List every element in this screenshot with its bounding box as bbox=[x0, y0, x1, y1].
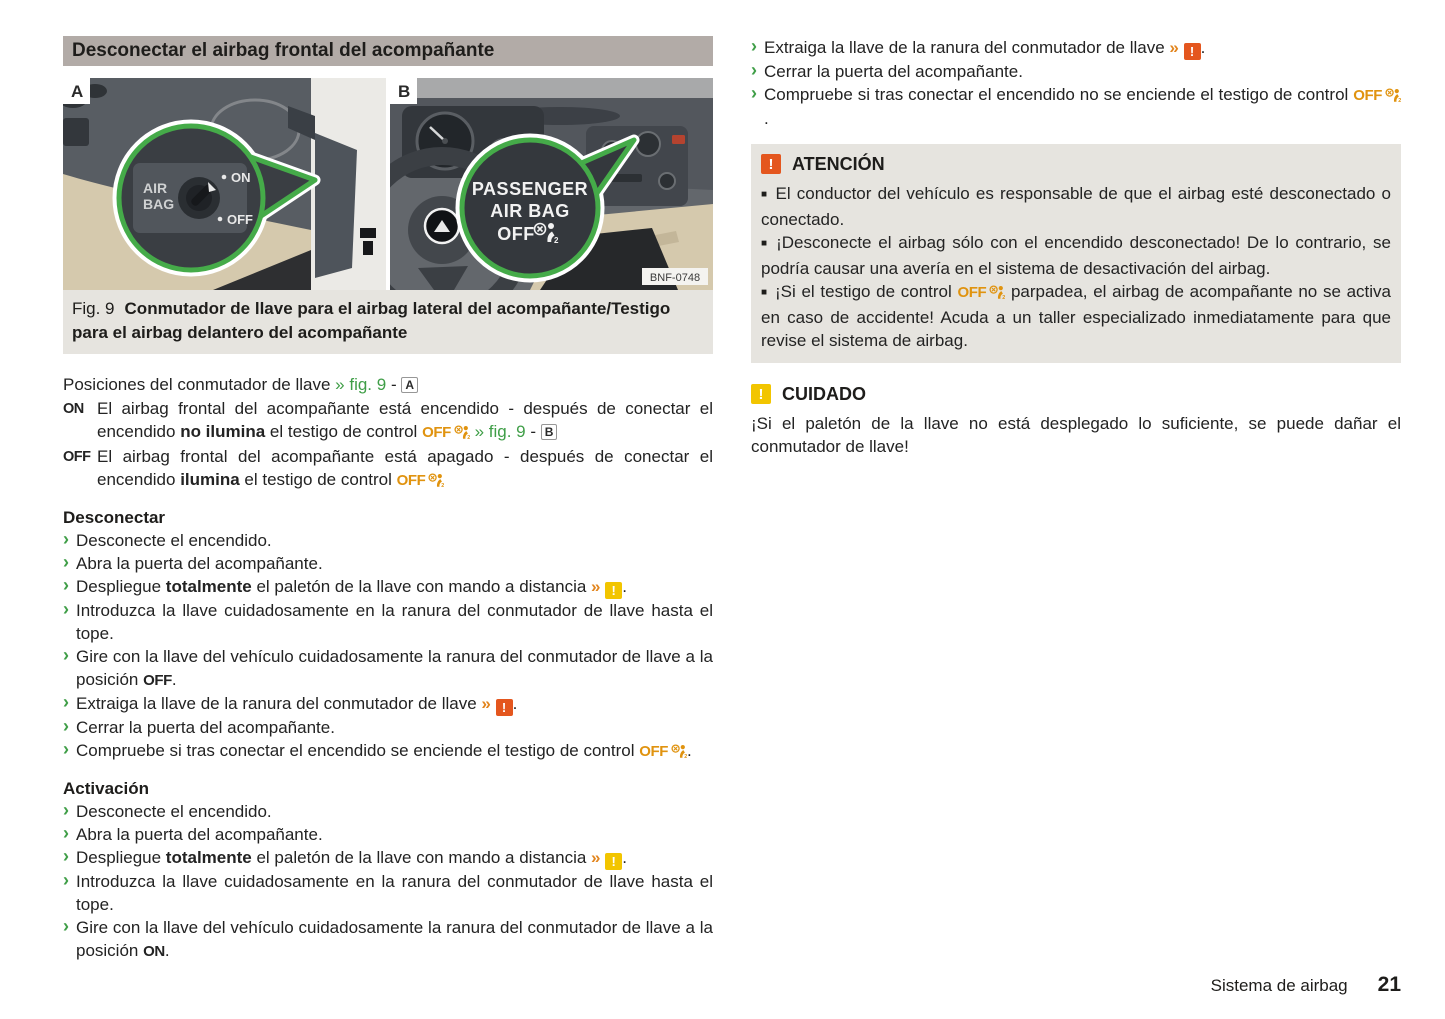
passenger-airbag-off-indicator-icon bbox=[1385, 88, 1401, 102]
photo-code: BNF-0748 bbox=[649, 272, 701, 284]
warning-item: ■ ¡Desconecte el airbag sólo con el encendido desconectado! De lo contrario, se podría causar una avería en el sistema de desactivación del airbag. bbox=[761, 231, 1391, 280]
definition-on-text: El airbag frontal del acompañante está encendido - después de conectar el encendido no ilumina el testigo de control OFF 2 » fig. 9 - B bbox=[97, 399, 713, 441]
svg-text:2: 2 bbox=[554, 236, 559, 245]
instruction-step: › Desconecte el encendido. bbox=[63, 800, 713, 823]
warning-item: ■ ¡Si el testigo de control OFF 2 parpadea, el airbag de acompañante no se activa en caso de accidente! Acuda a un taller especializado inmediatamente para que revise el sistema de airbag. bbox=[761, 280, 1391, 352]
right-column bbox=[751, 36, 1401, 458]
instruction-step: › Gire con la llave del vehículo cuidadosamente la ranura del conmutador de llave a la posición OFF. bbox=[63, 645, 713, 692]
warning-exclamation-icon bbox=[761, 154, 781, 174]
desconectar-title: Desconectar bbox=[63, 508, 166, 527]
switch-airbag-label-line1: AIR bbox=[143, 180, 168, 196]
instruction-step: › Abra la puerta del acompañante. bbox=[63, 823, 713, 846]
passenger-airbag-off-indicator-icon bbox=[671, 744, 687, 758]
cuidado-box bbox=[751, 383, 1401, 458]
instruction-step: › Desconecte el encendido. bbox=[63, 529, 713, 552]
passenger-airbag-off-indicator-icon bbox=[989, 285, 1005, 299]
definition-on bbox=[63, 397, 713, 444]
definition-off-label: OFF bbox=[63, 449, 91, 465]
instruction-step: › Compruebe si tras conectar el encendido no se enciende el testigo de control OFF 2 . bbox=[751, 83, 1401, 130]
figure-number: Fig. 9 bbox=[72, 299, 115, 318]
page-footer bbox=[1211, 973, 1401, 997]
switch-on-label: ON bbox=[231, 170, 251, 185]
definition-on-label: ON bbox=[63, 401, 84, 417]
section-heading-text: Desconectar el airbag frontal del acompañante bbox=[72, 40, 495, 61]
page-number: 21 bbox=[1377, 973, 1401, 996]
left-column bbox=[63, 36, 713, 963]
passenger-airbag-off-indicator-icon bbox=[454, 425, 470, 439]
panel-a-label: A bbox=[71, 82, 84, 101]
svg-text:2: 2 bbox=[441, 482, 445, 487]
instruction-step: › Extraiga la llave de la ranura del conmutador de llave » !. bbox=[751, 36, 1401, 60]
svg-text:2: 2 bbox=[1398, 97, 1401, 102]
instruction-step: › Cerrar la puerta del acompañante. bbox=[63, 716, 713, 739]
atencion-items bbox=[761, 182, 1391, 352]
caution-text: ¡Si el paletón de la llave no está desplegado lo suficiente, se puede dañar el conmutador de llave! bbox=[751, 414, 1401, 456]
svg-text:2: 2 bbox=[684, 753, 688, 758]
instruction-step: › Gire con la llave del vehículo cuidadosamente la ranura del conmutador de llave a la posición ON. bbox=[63, 916, 713, 963]
panel-b-label: B bbox=[398, 82, 411, 101]
lamp-text-line3: OFF bbox=[497, 224, 535, 244]
svg-text:2: 2 bbox=[1002, 294, 1006, 299]
activacion-steps bbox=[63, 800, 713, 963]
passenger-airbag-off-indicator-icon bbox=[428, 473, 444, 487]
instruction-step: › Cerrar la puerta del acompañante. bbox=[751, 60, 1401, 83]
instruction-step: › Despliegue totalmente el paletón de la llave con mando a distancia » !. bbox=[63, 575, 713, 599]
figure-9 bbox=[63, 78, 713, 354]
atencion-title: ATENCIÓN bbox=[792, 154, 885, 174]
figure-panel-b bbox=[390, 78, 713, 290]
activacion-title: Activación bbox=[63, 779, 149, 798]
lamp-text-line2: AIR BAG bbox=[490, 201, 570, 221]
definition-off-text: El airbag frontal del acompañante está apagado - después de conectar el encendido ilumina el testigo de control OFF 2 bbox=[97, 447, 713, 489]
continued-steps bbox=[751, 36, 1401, 130]
section-heading bbox=[63, 36, 713, 66]
definition-off bbox=[63, 445, 713, 492]
switch-positions-intro: Posiciones del conmutador de llave » fig. 9 - A bbox=[63, 373, 713, 396]
instruction-step: › Abra la puerta del acompañante. bbox=[63, 552, 713, 575]
atencion-box bbox=[751, 144, 1401, 363]
figure-caption-text: Conmutador de llave para el airbag lateral del acompañante/Testigo para el airbag delantero del acompañante bbox=[72, 299, 671, 342]
lamp-text-line1: PASSENGER bbox=[471, 179, 589, 199]
figure-caption bbox=[63, 290, 713, 354]
warning-item: ■ El conductor del vehículo es responsable de que el airbag esté desconectado o conectado. bbox=[761, 182, 1391, 231]
switch-airbag-label-line2: BAG bbox=[143, 196, 175, 212]
instruction-step: › Introduzca la llave cuidadosamente en la ranura del conmutador de llave hasta el tope. bbox=[63, 870, 713, 916]
figure-panel-a bbox=[63, 78, 386, 290]
desconectar-steps bbox=[63, 529, 713, 763]
figure-photo bbox=[63, 78, 713, 290]
footer-section-title: Sistema de airbag bbox=[1210, 976, 1348, 995]
instruction-step: › Despliegue totalmente el paletón de la llave con mando a distancia » !. bbox=[63, 846, 713, 870]
instruction-step: › Compruebe si tras conectar el encendido se enciende el testigo de control OFF 2 . bbox=[63, 739, 713, 763]
svg-text:2: 2 bbox=[467, 434, 470, 439]
instruction-step: › Extraiga la llave de la ranura del conmutador de llave » !. bbox=[63, 692, 713, 716]
cuidado-header bbox=[751, 383, 1401, 405]
switch-off-label: OFF bbox=[227, 212, 253, 227]
cuidado-title: CUIDADO bbox=[782, 384, 866, 404]
instruction-step: › Introduzca la llave cuidadosamente en la ranura del conmutador de llave hasta el tope. bbox=[63, 599, 713, 645]
atencion-header bbox=[761, 153, 1391, 175]
caution-exclamation-icon bbox=[751, 384, 771, 404]
